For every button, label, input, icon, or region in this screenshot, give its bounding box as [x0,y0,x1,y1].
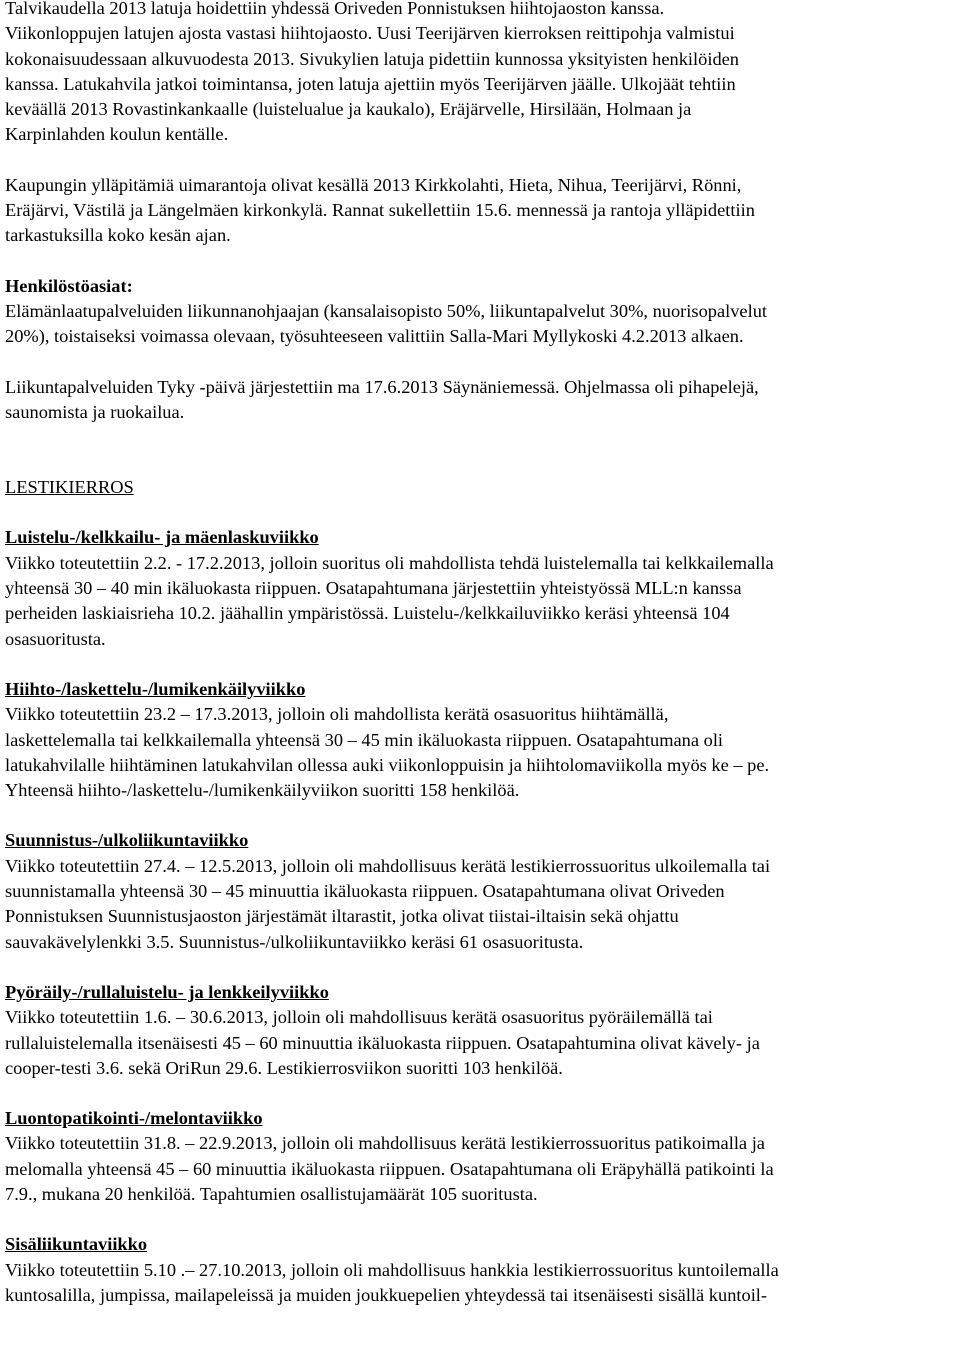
week-block [5,980,953,1081]
text-line: latukahvilalle hiihtäminen latukahvilan ollessa auki viikonloppuisin ja hiihtolomaviikolla myös ke – pe. [5,754,770,775]
text-line: perheiden laskiaisrieha 10.2. jäähallin ympäristössä. Luistelu-/kelkkailuviikko keräsi yhteensä 104 [5,603,730,624]
document-page [5,0,953,1308]
text-line: Eräjärvi, Västilä ja Längelmäen kirkonkylä. Rannat sukellettiin 15.6. mennessä ja rantoja ylläpidettiin [5,200,755,221]
text-line: Kaupungin ylläpitämiä uimarantoja olivat kesällä 2013 Kirkkolahti, Hieta, Nihua, Teerijärvi, Rönni, [5,174,742,195]
week-block [5,677,953,803]
text-line: cooper-testi 3.6. sekä OriRun 29.6. Lestikierrosviikon suoritti 103 henkilöä. [5,1057,563,1078]
text-line: Viikko toteutettiin 2.2. - 17.2.2013, jolloin suoritus oli mahdollista tehdä luistelemalla tai kelkkailemalla [5,552,774,573]
text-line: kanssa. Latukahvila jatkoi toimintansa, joten latuja ajettiin myös Teerijärven jäälle. Ulkojäät tehtiin [5,73,736,94]
week-description [5,702,953,803]
paragraph-staff [5,299,953,350]
week-block [5,1232,953,1308]
week-title: Luistelu-/kelkkailu- ja mäenlaskuviikko [5,527,319,548]
text-line: Viikonloppujen latujen ajosta vastasi hiihtojaosto. Uusi Teerijärven kierroksen reittipohja valmistui [5,23,735,44]
week-description [5,1005,953,1081]
text-line: keväällä 2013 Rovastinkankaalle (luistelualue ja kaukalo), Eräjärvelle, Hirsilään, Holmaan ja [5,99,692,120]
paragraph-ski-tracks [5,0,953,148]
text-line: Ponnistuksen Suunnistusjaoston järjestämät iltarastit, jotka olivat tiistai-iltaisin sekä ohjattu [5,906,679,927]
text-line: melomalla yhteensä 45 – 60 minuuttia ikäluokasta riippuen. Osatapahtumana oli Eräpyhällä patikointi la [5,1158,774,1179]
week-description [5,1131,953,1207]
text-line: saunomista ja ruokailua. [5,401,185,422]
week-title: Luontopatikointi-/melontaviikko [5,1108,263,1129]
text-line: kuntosalilla, jumpissa, mailapeleissä ja muiden joukkuepelien yhteydessä tai itsenäisesti sisällä kuntoil- [5,1284,768,1305]
text-line: Liikuntapalveluiden Tyky -päivä järjestettiin ma 17.6.2013 Säynäniemessä. Ohjelmassa oli pihapelejä, [5,376,759,397]
text-line: rullaluistelemalla itsenäisesti 45 – 60 minuuttia ikäluokasta riippuen. Osatapahtumina olivat kävely- ja [5,1032,760,1053]
text-line: Viikko toteutettiin 23.2 – 17.3.2013, jolloin oli mahdollista kerätä osasuoritus hiihtämällä, [5,704,669,725]
text-line: Talvikaudella 2013 latuja hoidettiin yhdessä Oriveden Ponnistuksen hiihtojaoston kanssa. [5,0,665,18]
week-description [5,1258,953,1309]
text-line: laskettelemalla tai kelkkailemalla yhteensä 30 – 45 min ikäluokasta riippuen. Osatapahtumana oli [5,729,724,750]
paragraph-tyky [5,375,953,426]
week-block [5,525,953,651]
text-line: Viikko toteutettiin 1.6. – 30.6.2013, jolloin oli mahdollisuus kerätä osasuoritus pyöräilemällä tai [5,1007,713,1028]
text-line: sauvakävelylenkki 3.5. Suunnistus-/ulkoliikuntaviikko keräsi 61 osasuoritusta. [5,931,584,952]
text-line: Karpinlahden koulun kentälle. [5,124,229,145]
week-block [5,1106,953,1207]
text-line: Elämänlaatupalveluiden liikunnanohjaajan (kansalaisopisto 50%, liikuntapalvelut 30%, nuorisopalvelut [5,300,767,321]
text-line: tarkastuksilla koko kesän ajan. [5,225,231,246]
week-description [5,551,953,652]
text-line: 20%), toistaiseksi voimassa olevaan, työsuhteeseen valittiin Salla-Mari Myllykoski 4.2.2013 alkaen. [5,326,744,347]
week-title: Suunnistus-/ulkoliikuntaviikko [5,830,249,851]
text-line: osasuoritusta. [5,628,106,649]
text-line: Yhteensä hiihto-/laskettelu-/lumikenkäilyviikon suoritti 158 henkilöä. [5,780,520,801]
text-line: Viikko toteutettiin 27.4. – 12.5.2013, jolloin oli mahdollisuus kerätä lestikierrossuoritus ulkoilemalla tai [5,855,771,876]
text-line: Viikko toteutettiin 5.10 .– 27.10.2013, jolloin oli mahdollisuus hankkia lestikierrossuoritus kuntoilemalla [5,1259,779,1280]
week-title: Sisäliikuntaviikko [5,1234,148,1255]
week-description [5,854,953,955]
text-line: suunnistamalla yhteensä 30 – 45 minuuttia ikäluokasta riippuen. Osatapahtumana olivat Oriveden [5,881,725,902]
staff-heading: Henkilöstöasiat: [5,275,133,296]
text-line: Viikko toteutettiin 31.8. – 22.9.2013, jolloin oli mahdollisuus kerätä lestikierrossuoritus patikoimalla ja [5,1133,765,1154]
paragraph-beaches [5,173,953,249]
section-heading-lestikierros: LESTIKIERROS [5,477,134,498]
text-line: 7.9., mukana 20 henkilöä. Tapahtumien osallistujamäärät 105 suoritusta. [5,1183,538,1204]
text-line: kokonaisuudessaan alkuvuodesta 2013. Sivukylien latuja pidettiin kunnossa yksityisten henkilöiden [5,48,739,69]
week-title: Hiihto-/laskettelu-/lumikenkäilyviikko [5,678,306,699]
week-block [5,828,953,954]
text-line: yhteensä 30 – 40 min ikäluokasta riippuen. Osatapahtumana järjestettiin yhteistyössä MLL:n kanssa [5,578,742,599]
week-title: Pyöräily-/rullaluistelu- ja lenkkeilyviikko [5,981,329,1002]
